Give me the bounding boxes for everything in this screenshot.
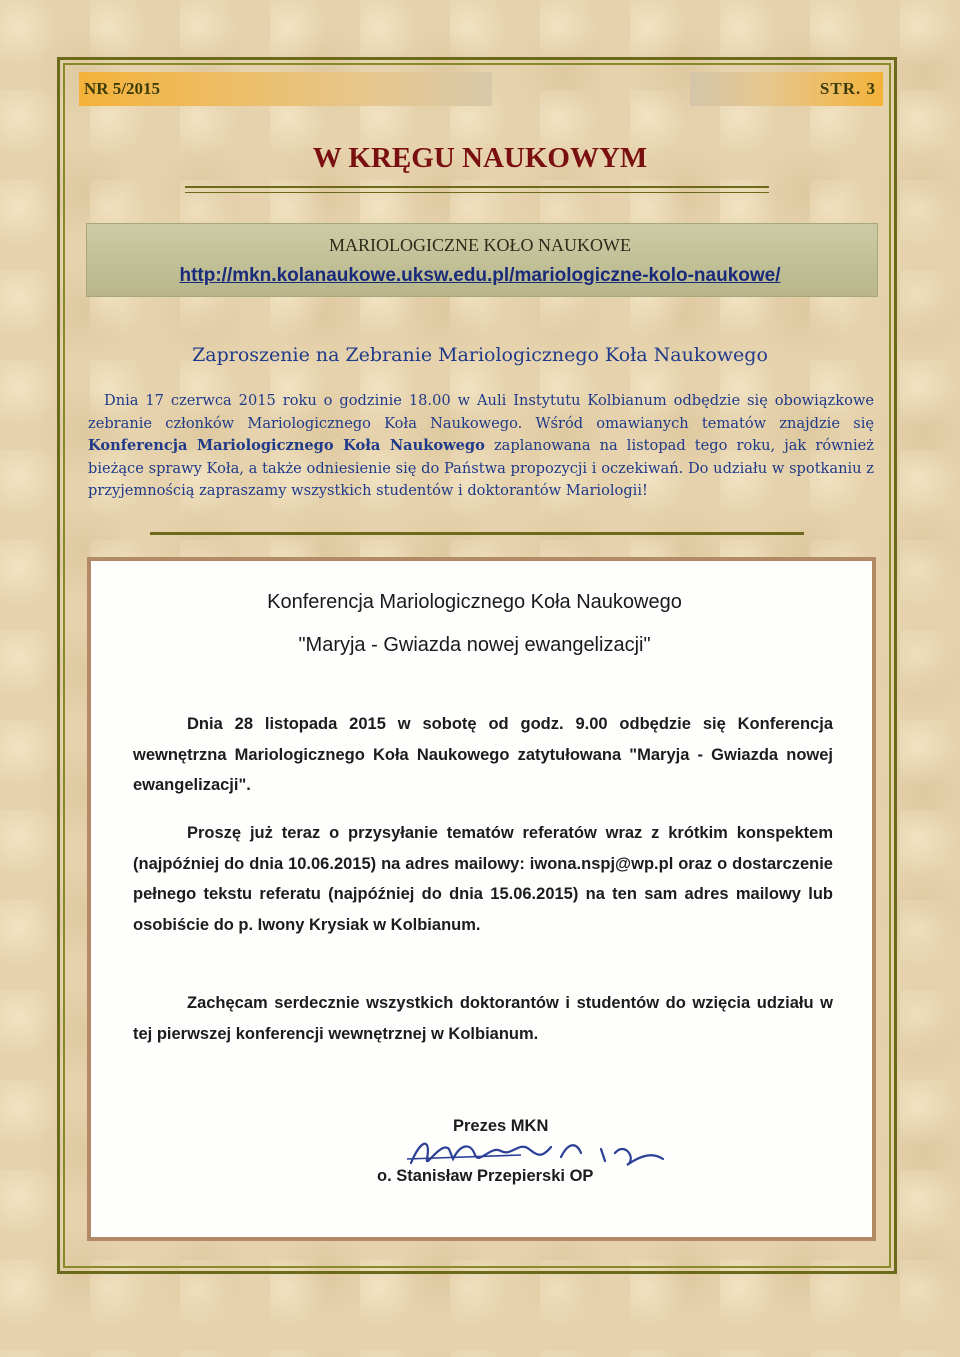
section-divider [150,532,804,535]
letter-paragraph-1 [133,709,833,801]
signer-name: o. Stanisław Przepierski OP [377,1167,594,1185]
section-title: W KRĘGU NAUKOWYM [312,142,648,174]
invitation-text-bold: Konferencja Mariologicznego Koła Naukowego [88,437,485,454]
letter-paragraph-1-text: Dnia 28 listopada 2015 w sobotę od godz. 9.00 odbędzie się Konferencja wewnętrzna Mariologicznego Koła Naukowego zatytułowana "Maryja - Gwiazda nowej ewangelizacji". [133,715,833,794]
letter-paragraph-3-text: Zachęcam serdecznie wszystkich doktorantów i studentów do wzięcia udziału w tej pierwszej konferencji wewnętrznej w Kolbianum. [133,994,833,1043]
conference-subtitle: "Maryja - Gwiazda nowej ewangelizacji" [298,634,651,656]
letter-paragraph-3 [133,988,833,1049]
signer-title: Prezes MKN [453,1117,549,1135]
club-name: MARIOLOGICZNE KOŁO NAUKOWE [329,235,631,255]
invitation-body [88,390,874,503]
letter-paragraph-2-text: Proszę już teraz o przysyłanie tematów referatów wraz z krótkim konspektem (najpóźniej do dnia 10.06.2015) na adres mailowy: iwona.nspj@wp.pl oraz o dostarczenie pełnego tekstu referatu (najpóźniej do dnia 15.06.2015) na ten sam adres mailowy lub osobiście do p. Iwony Krysiak w Kolbianum. [133,824,833,934]
title-divider [185,186,769,193]
invitation-text-b: zaplanowana na listopad tego roku, jak również bieżące sprawy Koła, a także odniesienie się do Państwa propozycji i oczekiwań. Do udziału w spotkaniu z przyjemnością zapraszamy wszystkich studentów i doktorantów Mariologii! [88,437,874,499]
club-url-link[interactable]: http://mkn.kolanaukowe.uksw.edu.pl/mariologiczne-kolo-naukowe/ [179,265,781,286]
scanned-letter [87,557,876,1241]
invitation-text-a: Dnia 17 czerwca 2015 roku o godzinie 18.00 w Auli Instytutu Kolbianum odbędzie się obowiązkowe zebranie członków Mariologicznego Koła Naukowego. Wśród omawianych tematów znajdzie się [88,392,874,432]
issue-number: NR 5/2015 [84,79,161,98]
invitation-title: Zaproszenie na Zebranie Mariologicznego Koła Naukowego [192,344,768,366]
page-number: STR. 3 [819,79,876,98]
letter-paragraph-2 [133,818,833,940]
conference-title: Konferencja Mariologicznego Koła Naukowego [267,591,682,613]
